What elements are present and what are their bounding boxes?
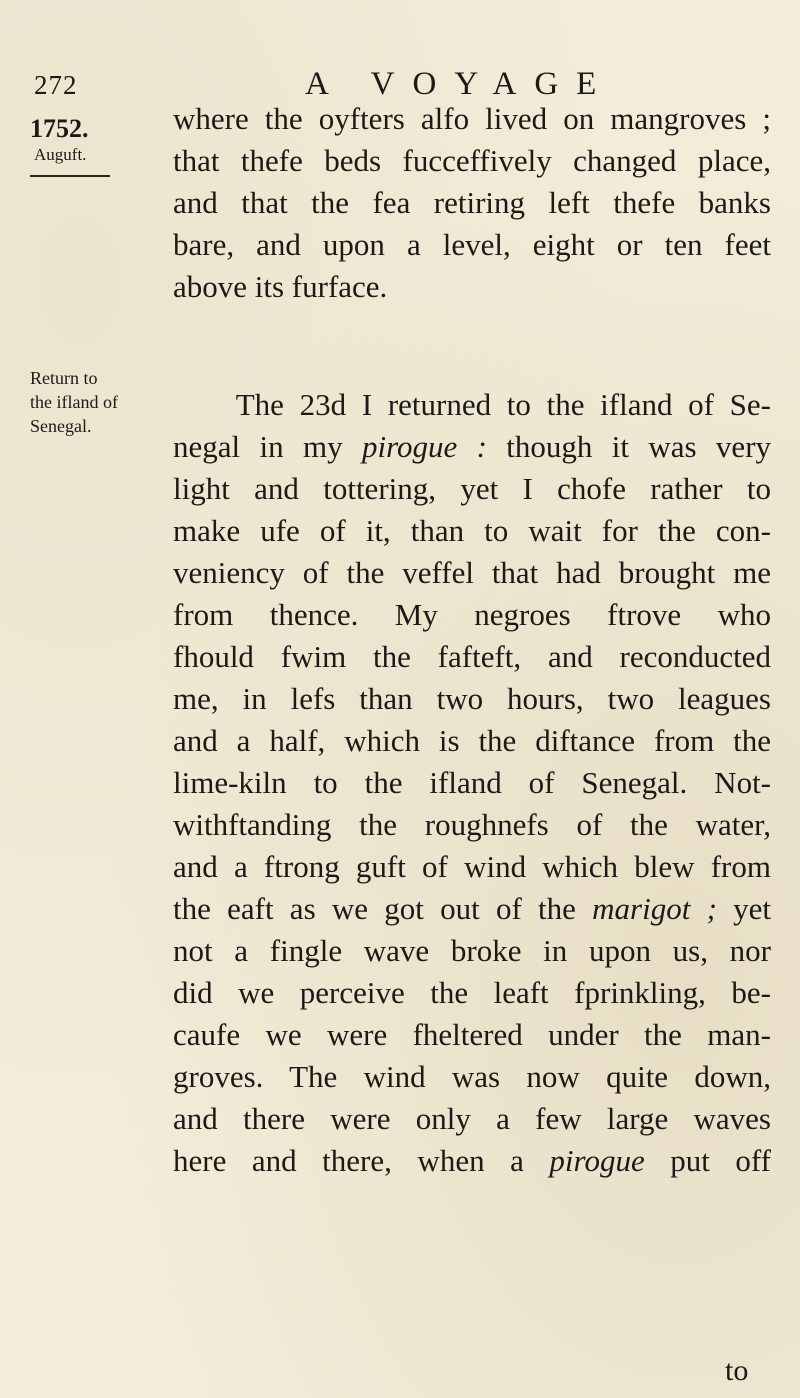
text-line: that thefe beds fucceffively changed place,	[173, 143, 771, 178]
text-line: light and tottering, yet I chofe rather to	[173, 471, 771, 506]
text-line: did we perceive the leaft fprinkling, be-	[173, 975, 771, 1010]
text-line: veniency of the veffel that had brought me	[173, 555, 771, 590]
margin-note-line: Senegal.	[30, 416, 92, 436]
text-line: bare, and upon a level, eight or ten feet	[173, 227, 771, 262]
paragraph-1	[173, 98, 771, 308]
body-text	[173, 98, 771, 1182]
text-line: and a ftrong guft of wind which blew from	[173, 849, 771, 884]
page-number: 272	[34, 70, 78, 100]
margin-note	[30, 366, 150, 438]
italic-word: pirogue :	[361, 429, 487, 464]
text-line: and a half, which is the diftance from the	[173, 723, 771, 758]
margin-note-line: Return to	[30, 368, 98, 388]
text-line: from thence. My negroes ftrove who	[173, 597, 771, 632]
margin-month: Auguft.	[34, 145, 87, 164]
text-line: and that the fea retiring left thefe banks	[173, 185, 771, 220]
text-line: and there were only a few large waves	[173, 1101, 771, 1136]
italic-word: pirogue	[549, 1143, 645, 1178]
running-head: A VOYAGE	[305, 66, 615, 102]
margin-rule	[30, 175, 110, 177]
text-line: caufe we were fheltered under the man-	[173, 1017, 771, 1052]
italic-word: marigot ;	[592, 891, 717, 926]
text-line: fhould fwim the fafteft, and reconducted	[173, 639, 771, 674]
text-line: where the oyfters alfo lived on mangroves ;	[173, 101, 771, 136]
text-line: not a fingle wave broke in upon us, nor	[173, 933, 771, 968]
margin-year: 1752.	[30, 114, 89, 143]
catchword: to	[725, 1354, 749, 1387]
text-line: above its furface.	[173, 269, 388, 304]
text-line: withftanding the roughnefs of the water,	[173, 807, 771, 842]
text-line: here and there, when a pirogue put off	[173, 1143, 771, 1178]
text-line: make ufe of it, than to wait for the con-	[173, 513, 771, 548]
text-line: The 23d I returned to the ifland of Se-	[235, 387, 771, 422]
text-line: the eaft as we got out of the marigot ; yet	[173, 891, 772, 926]
text-line: me, in lefs than two hours, two leagues	[173, 681, 771, 716]
text-line: groves. The wind was now quite down,	[173, 1059, 771, 1094]
paragraph-2	[173, 384, 771, 1182]
margin-note-line: the ifland of	[30, 392, 118, 412]
text-line: negal in my pirogue : though it was very	[173, 429, 772, 464]
text-line: lime-kiln to the ifland of Senegal. Not-	[173, 765, 771, 800]
